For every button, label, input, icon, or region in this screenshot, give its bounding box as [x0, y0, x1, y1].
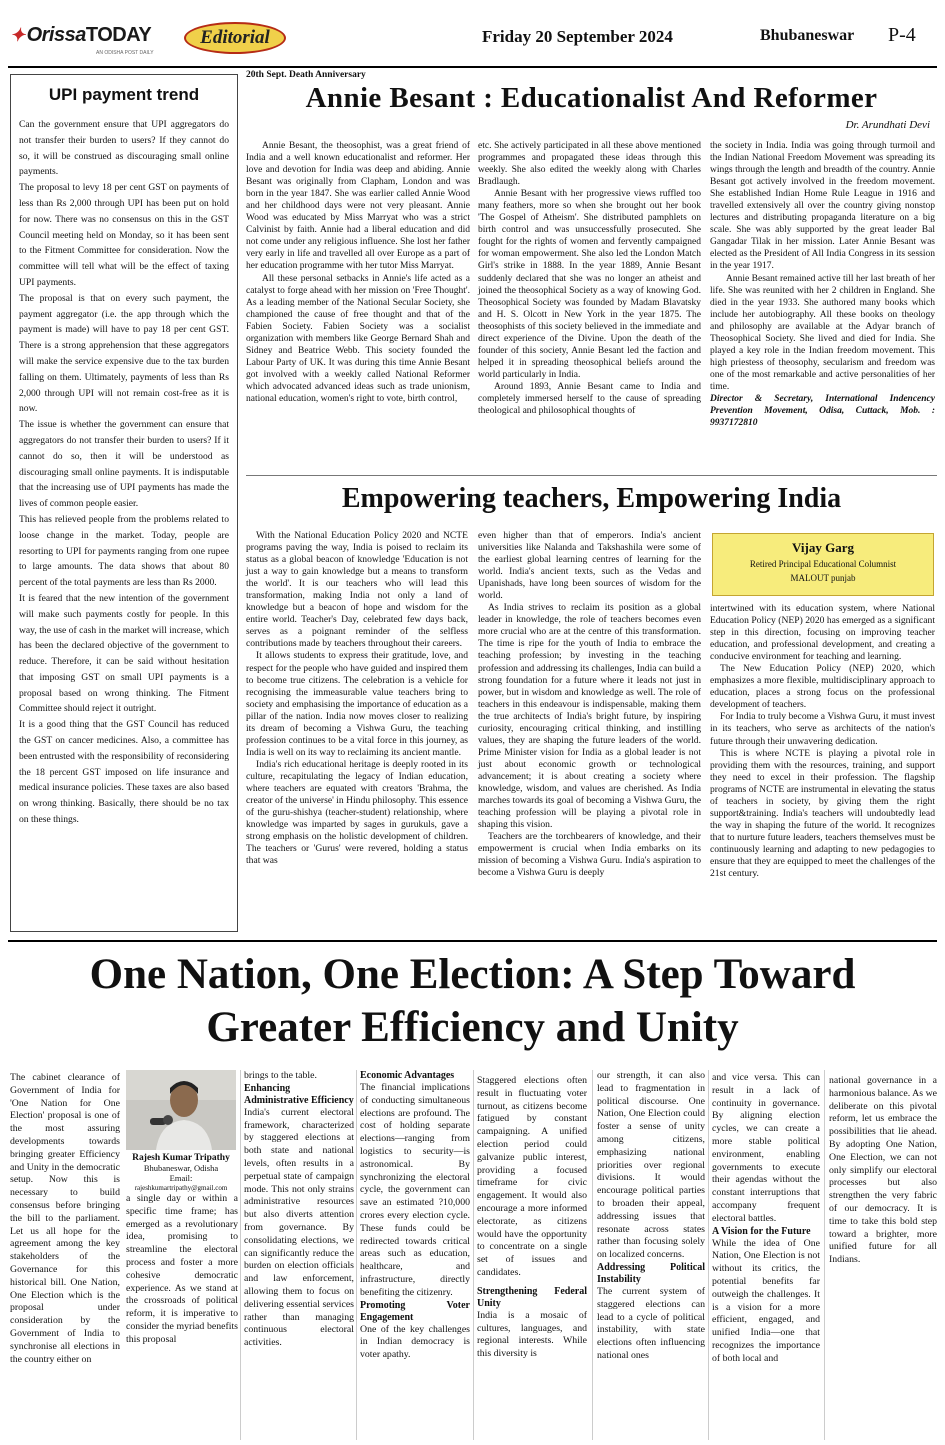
upi-paragraph: Can the government ensure that UPI aggregators do not transfer their burden to users? If they cannot do so, it will be construed as discouraging small online payments.	[19, 119, 229, 178]
election-column-2	[126, 1193, 238, 1347]
election-column-6	[597, 1070, 705, 1363]
election-paragraph: national governance in a harmonious balance. As we deliberate on this pivotal reform, let us embrace the possibilities that lie ahead. By adopting One Nation, One Election, we can not only simplify our electoral processes but also strengthen the very fabric of our democracy. It is time to take this bold step toward a brighter, more unified future for all Indians.	[829, 1075, 937, 1266]
besant-paragraph: etc. She actively participated in all these above mentioned programmes and propagated these ideas through this weekly. She also edited the weekly along with Charles Bradlaugh.	[478, 141, 701, 188]
election-paragraph: and vice versa. This can result in a lack of continuity in governance. By aligning election cycles, we can create a more stable political environment, enabling governments to execute their agendas without the constant interruptions that accompany frequent electoral battles.	[712, 1072, 820, 1224]
upi-paragraph: The proposal to levy 18 per cent GST on payments of less than Rs 2,000 through UPI has been put on hold for now. There was no consensus on this in the GST Council meeting held on Monday, so it has been sent to the Fitment Committee for consideration. Now the committee will tell what will be the effect of taxing UPI payments.	[19, 182, 229, 288]
election-column-8	[829, 1075, 937, 1267]
election-subheading: Promoting Voter Engagement	[360, 1299, 470, 1323]
election-column-5	[477, 1075, 587, 1361]
logo-tagline: AN ODISHA POST DAILY	[96, 50, 154, 56]
election-subheading: Strengthening Federal Unity	[477, 1285, 587, 1309]
masthead	[0, 0, 945, 66]
column-separator	[356, 1070, 357, 1440]
election-column-4	[360, 1070, 470, 1362]
election-paragraph: India's current electoral framework, characterized by staggered elections at both state and national levels, often results in a perpetual state of campaign mode. This not only strains administrative resources but also diverts attention from governance. By consolidating elections, we can significantly reduce the burden on election officials and law enforcement, allowing them to focus on delivering essential services rather than managing continuous electoral activities.	[244, 1106, 354, 1349]
besant-column-2	[478, 140, 701, 417]
besant-column-3	[710, 140, 935, 429]
upi-paragraph: It is a good thing that the GST Council has reduced the GST on cancer medicines. Also, a committee has been entrusted with the responsibility of reconsidering the 18 percent GST imposed on life insurance and medical insurance policies. These taxes are also based on wrong thinking. Basically, there should be no tax on these things.	[19, 719, 229, 826]
besant-paragraph: Around 1893, Annie Besant came to India and completely immersed herself to the cause of spreading theological and philosophical thoughts of	[478, 381, 701, 417]
election-column-1	[10, 1072, 120, 1366]
besant-paragraph: All these personal setbacks in Annie's life acted as a catalyst to forge ahead with her mission on 'Free Thought'. As a leading member of the National Secular Society, she championed the cause of free thought and that of the Fabien Society. Fabien Society was a socialist organization with members like George Bernard Shah and Sidney and Beatrice Webb. This society founded the Labour Party of UK. It was during this time Annie Besant got involved with a weekly called National Reformer which advocated advanced ideas such as trade unionism, national education, women's right to vote, birth control,	[246, 273, 470, 404]
author-place: MALOUT punjab	[790, 573, 856, 583]
email-label: Email:	[169, 1173, 193, 1183]
election-subheading: Economic Advantages	[360, 1070, 455, 1081]
besant-byline: Dr. Arundhati Devi	[845, 119, 930, 131]
teachers-paragraph: For India to truly become a Vishwa Guru, it must invest in its teachers, who serve as architects of the nation's future through their unwavering dedication.	[710, 711, 935, 747]
author-email: rajeshkumartripathy@gmail.com	[134, 1184, 228, 1192]
election-paragraph: One of the key challenges in Indian democracy is voter apathy.	[360, 1323, 470, 1361]
besant-paragraph: the society in India. India was going through turmoil and the Indian National Freedom Movement was spreading its wings through the length and breadth of the country. Annie Besant got actively involved in the freedom movement. She established Indian Home Rule League in 1916 and travelled extensively all over the country giving nonstop lectures and distributing propaganda literature on a big scale. She was ably supported by the great leader Bal Gangadar Tilak in her mission. Later Annie Besant was elected as the President of All India Congress in its session in the year 1917.	[710, 141, 935, 272]
upi-paragraph: It is feared that the new intention of the government will make such payments costly for people. In this way, the use of cash in the market will increase, which has been the declared objective of the government to reduce. Therefore, it can be said without hesitation that imposing GST on small UPI payments is a proposal based on wrong thinking. The Fitment Committee should reject it outright.	[19, 592, 229, 715]
teachers-headline: Empowering teachers, Empowering India	[341, 483, 842, 514]
author-portrait-icon	[126, 1070, 236, 1150]
teachers-paragraph: Teachers are the torchbearers of knowledge, and their empowerment is crucial when India embarks on its mission of becoming a Vishwa Guru. India's aspiration to become a Vishwa Guru is deeply	[478, 831, 701, 879]
election-column-7	[712, 1072, 820, 1366]
author-box	[712, 533, 934, 596]
election-paragraph: brings to the table.	[244, 1070, 317, 1081]
teachers-paragraph: intertwined with its education system, where National Education Policy (NEP) 2020 has emerged as a significant step in this direction, focusing on improving teacher education, and professional development, and creating a conducive environment for teaching and learning.	[710, 603, 935, 663]
teachers-paragraph: It allows students to express their gratitude, love, and respect for the people who have guided and inspired them to become true citizens. The celebration is a vehicle for recognising the immeasurable value teachers bring to society and emphasising the importance of education as a pillar of the nation. India now moves closer to realizing its dream of becoming a Vishwa Guru, the teaching profession continues to be a vital force in this journey, as India is well on its way to reclaiming its ancient mantle.	[246, 650, 468, 758]
author-signature: Director & Secretary, International Indencency Prevention Movement, Odisa, Cuttack, Mob. : 9937172810	[710, 393, 935, 429]
election-paragraph: While the idea of One Nation, One Election is not without its critics, the potential benefits far outweigh the challenges. It is a vision for a more efficient, engaged, and unified India—one that recognizes the importance of both local and	[712, 1237, 820, 1364]
author-credit	[126, 1153, 236, 1193]
election-paragraph: The financial implications of conducting simultaneous elections are profound. The cost of holding separate elections—ranging from logistics to security—is astronomical. By synchronizing the electoral cycle, the government can save an estimated ?10,000 crores every election cycle. These funds could be redirected towards critical areas such as education, healthcare, and infrastructure, directly benefiting the citizenry.	[360, 1082, 470, 1298]
election-subheading: Enhancing Administrative Efficiency	[244, 1082, 354, 1106]
election-paragraph: our strength, it can also lead to fragmentation in political discourse. One Nation, One Election could foster a sense of unity among citizens, emphasizing national priorities over regional divisions. It would encourage political parties to broaden their appeal, addressing issues that resonate across states rather than focusing solely on localized concerns.	[597, 1070, 705, 1261]
logo-text-bold: TODAY	[85, 24, 152, 46]
election-subheading: Addressing Political Instability	[597, 1261, 705, 1285]
besant-paragraph: Annie Besant remained active till her last breath of her life. She was reunited with her 2 children in England. She died in the year 1933. She authored many books which include her autobiography. All these books on theology and philosophy are available at the Adyar branch of Theosophical Society. She lived and died for India. She played a key role in the Indian freedom movement. This high priestess of theosophy, secularism and freedom was one of the most remarkable and active personalities of her time.	[710, 273, 935, 392]
teachers-paragraph: As India strives to reclaim its position as a global leader in knowledge, the role of teachers becomes even more crucial who are at the centre of this transformation. The time is ripe for the youth of India to embrace the teaching profession; by investing in the teaching profession and addressing its challenges, India can build a strong foundation for a future where it leads not just in power, but in wisdom and knowledge as well. The role of teachers in this endeavour is indispensable, making them the true architects of India's bright future, by inspiring curiosity, encouraging critical thinking, and instilling values, they are shaping the future leaders of the world. Prime Minister vision for India as a global leader is not just about economic growth or technological advancement; it is about creating a society where knowledge, wisdom, and values are cherished. As India marches towards its goal of becoming a Vishwa Guru, the teaching profession will be playing a pivotal role in shaping this vision.	[478, 602, 701, 831]
upi-article	[10, 74, 238, 932]
upi-headline: UPI payment trend	[48, 85, 200, 104]
column-separator	[473, 1070, 474, 1440]
logo-text: Orissa	[26, 24, 86, 46]
besant-paragraph: Annie Besant with her progressive views ruffled too many feathers, more so when she brought out her book 'The Gospel of Atheism'. She distributed pamphlets on birth control and was unsuccessfully prosecuted. She fought for the rights of women and fervently campaigned for woman empowerment. She also led the London Match Girl's strike in 1888. In the year 1889, Annie Besant suddenly declared that she was no longer an atheist and joined the theosophical Society as a way of knowing God. Theosophical Society was founded by Madam Blavatsky and H. S. Olcott in New York in the year 1875. The theosophists of this society believed in the immediate and direct experience of the Divine. Upon the death of the founder of this society, Annie Besant led the faction and helped it in spreading theosophical beliefs around the world particularly in India.	[478, 189, 701, 380]
masthead-rule	[8, 66, 937, 68]
logo-mark-icon: ✦	[10, 25, 25, 45]
author-name: Rajesh Kumar Tripathy	[132, 1153, 230, 1163]
election-paragraph: a single day or within a specific time frame; has emerged as a revolutionary idea, promising to streamline the electoral process and foster a more cohesive democratic experience. As we stand at the crossroads of political reform, it is imperative to consider the myriad benefits this proposal	[126, 1193, 238, 1345]
edition-city: Bhubaneswar	[760, 27, 855, 44]
upi-paragraph: The issue is whether the government can ensure that aggregators do not transfer their burden to users? If it cannot do so, then it will be understood as discouraging small online payments. It is indisputable that the increasing use of UPI payments has made the lives of common people easier.	[19, 419, 229, 510]
section-divider	[8, 940, 937, 942]
author-photo	[126, 1070, 236, 1150]
election-paragraph: India is a mosaic of cultures, languages, and regional interests. While this diversity is	[477, 1309, 587, 1360]
election-headline-line: Greater Efficiency and Unity	[206, 1004, 739, 1051]
teachers-paragraph: India's rich educational heritage is deeply rooted in its culture, recapitulating the legacy of Indian education, where teachers are equated with creators 'Brahma, the creator of the universe' in Hindu philosophy. This essence of the guru-shishya (teacher-student) relationship, where knowledge was imparted by sages in gurukuls, gave a strong emphasis on the holistic development of children. The teachers or 'Gurus' were revered, holding a status that was	[246, 758, 468, 867]
section-divider	[246, 475, 937, 476]
newspaper-logo[interactable]	[10, 24, 151, 47]
besant-paragraph: Annie Besant, the theosophist, was a great friend of India and a well known educationalist and reformer. Her love and devotion for India was deep and abiding. Annie Besant was originally from Clapham, London and was born in the year 1847. She was earlier called Annie Wood and her childhood days were not very pleasant. Annie Wood was educated by Miss Marryat who was a strict Calvinist by faith. Annie had a liberal education and did not come under any religious influence. She lost her father very early in life and travelled all over Europe as a part of her education programme with her tutor Miss Marryat.	[246, 141, 470, 272]
teachers-column-1	[246, 530, 468, 867]
teachers-paragraph: The New Education Policy (NEP) 2020, which emphasizes a more flexible, multidisciplinary approach to education, places a strong focus on the professional development of teachers.	[710, 663, 935, 711]
author-role: Retired Principal Educational Columnist	[749, 559, 897, 569]
teachers-column-2	[478, 530, 701, 879]
election-paragraph: The cabinet clearance of Government of India for 'One Nation for One Election' proposal is one of the most assuring developments towards bringing greater Efficiency and Unity in the democratic setup. Now this is necessary to build consensus before bringing the bill to the parliament. Let us all hope for the agreement among the key stakeholders of the Governance for this historical bill. One Nation, One Election which is the proposal under consideration by the Government of India to synchronise all elections in the country either on	[10, 1072, 120, 1365]
teachers-paragraph: This is where NCTE is playing a pivotal role in providing them with the resources, training, and support they need to excel in their profession. The flagship programs of NCTE are instrumental in elevating the status of teachers in society, by giving them the right support&training. India's teachers will undoubtedly lead the way in shaping the future of the world. It recognizes that to nurture future leaders, teachers themselves must be continuously learning and adapting to new pedagogies to ensure that they are equipped to meet the challenges of the 21st century.	[710, 747, 935, 880]
author-name: Vijay Garg	[792, 540, 854, 555]
election-subheading: A Vision for the Future	[712, 1225, 811, 1237]
section-badge: Editorial	[184, 22, 286, 54]
author-place: Bhubaneswar, Odisha	[143, 1163, 219, 1173]
column-separator	[708, 1070, 709, 1440]
election-headline	[10, 948, 935, 1054]
besant-column-1	[246, 140, 470, 405]
election-headline-line: One Nation, One Election: A Step Toward	[89, 951, 856, 998]
teachers-column-3	[710, 603, 935, 880]
page-number: P-4	[888, 24, 916, 46]
election-column-3	[244, 1070, 354, 1350]
election-paragraph: The current system of staggered elections can lead to a cycle of political instability, with state elections often influencing national ones	[597, 1285, 705, 1361]
teachers-paragraph: With the National Education Policy 2020 and NCTE programs paving the way, India is poised to reclaim its status as a global beacon of knowledge 'Education is not just a way to gain knowledge but a means to transform the world'. It is our teachers who will lead this transformation, making India not only a land of knowledge but a beacon of hope and wisdom for the entire world. Teacher's Day, celebrated few days back, serves as a poignant reminder of the selfless contributions made by teachers throughout their careers.	[246, 530, 468, 650]
election-paragraph: Staggered elections often result in fluctuating voter turnout, as citizens become fatigued by constant campaigning. A unified election period could galvanize public interest, providing a focused timeframe for civic engagement. It would also encourage a more informed electorate, as citizens would have the opportunity to concentrate on a single set of issues and candidates.	[477, 1075, 587, 1278]
upi-paragraph: This has relieved people from the problems related to loose change in the market. Today, people are resorting to UPI for payments ranging from one rupee to large amounts. The data shows that about 80 percent of the total payments are less than Rs 2000.	[19, 513, 229, 589]
column-separator	[240, 1070, 241, 1440]
issue-date: Friday 20 September 2024	[482, 27, 673, 46]
column-separator	[824, 1070, 825, 1440]
teachers-paragraph: even higher than that of emperors. India's ancient universities like Nalanda and Takshashila were some of the earliest global learning centres of learning for the world. India's ancient texts, such as the Vedas and Upanishads, have long been sources of wisdom for the world.	[478, 530, 701, 602]
besant-kicker: 20th Sept. Death Anniversary	[246, 70, 366, 80]
column-separator	[592, 1070, 593, 1440]
besant-headline: Annie Besant : Educationalist And Reformer	[305, 82, 878, 114]
upi-paragraph: The proposal is that on every such payment, the payment aggregator (i.e. the app through which the payment is made) will have to pay 18 per cent GST. There is a strong apprehension that these aggregators will make the service expensive due to the tax burden falling on them. Ultimately, payments of less than Rs 2,000 through UPI will not remain cost-free as it is now.	[19, 292, 229, 415]
